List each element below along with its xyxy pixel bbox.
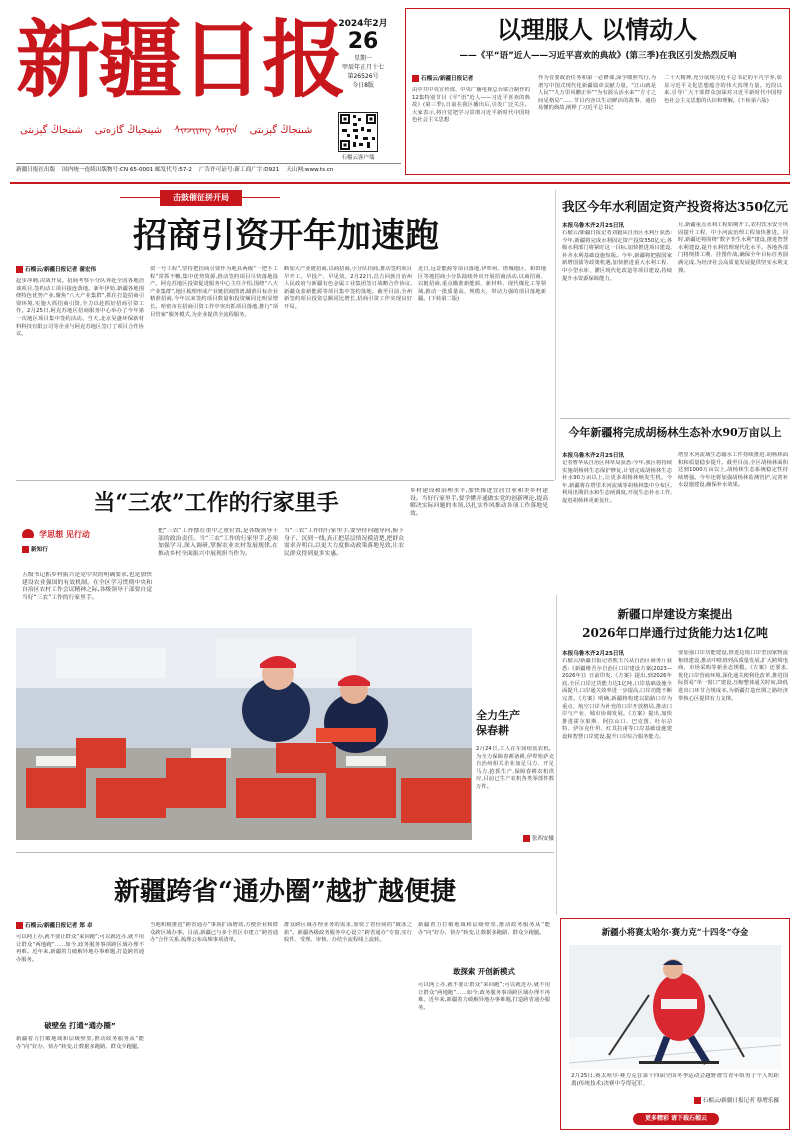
border-byline: 本报乌鲁木齐2月25日讯 (562, 651, 625, 657)
section-divider (16, 852, 554, 853)
poplar-col-2: 塔里木河流域生态输水工作持续推进,胡杨林面积和质量稳步提升。截至目前,全区胡杨林面积达到1000万亩以上,胡杨林生态系统稳定性持续增强。今年还将加强胡杨林监测管护,完善补水设施建设,确保补水效果。 (678, 452, 788, 489)
transport-byline: 石榴云/新疆日报记者 郑 卓 (16, 922, 146, 930)
top-story-subhead: ——《平“语”近人——习近平喜欢的典故》(第三季)在我区引发热烈反响 (459, 51, 737, 61)
transport-col-1b: 新疆着力打破地域和层级壁垒,推动政务服务从“能办”向“好办、快办”转变,让数据多跑路、群众少跑腿。 (16, 1036, 144, 1050)
column-badge-label: 学思想 见行动 (39, 530, 90, 538)
byline-marker-icon (16, 266, 23, 273)
investment-headline: 招商引资开年加速跑 (133, 216, 439, 256)
ski-headline: 新疆小将赛太哈尔·赛力克“十四冬”夺金 (601, 927, 749, 937)
water-headline: 我区今年水利固定资产投资将达350亿元 (561, 199, 789, 214)
date-weekday: 星期一 (353, 55, 372, 62)
masthead-scripts (20, 120, 350, 142)
date-day: 26 (347, 29, 379, 54)
credit-marker-icon (694, 1097, 701, 1104)
top-story-box (405, 8, 790, 175)
top-story-headline: 以理服人 以情动人 (496, 15, 698, 44)
column-badge (22, 524, 117, 538)
investment-col-3: 断加大产业链招商,以商招商,小分队招商,推动签约项目早开工、早投产、早见效。2月22日,昌吉回族自治州人民政府与新疆有色金属工业集团签订战略合作协议,新疆众泰新能源等项目集中签约落地。截至目前,全州新签约项目投资总额同比增长,招商引资工作实现良好开局。 (284, 266, 412, 310)
column-divider (555, 190, 556, 480)
script-uyghur: شىنجاڭ گېزىتى (20, 125, 83, 136)
rural-col-1: 五级书记抓乡村振兴是党中央的明确要求,也是加快建设农业强国的有效机制。在全区学习贯彻中央和自治区农村工作会议精神之际,各级领导干部要自觉当好“三农”工作的行家里手。 (22, 572, 152, 601)
top-story-byline: 石榴云/新疆日报记者 (412, 75, 572, 83)
rural-headline: 当“三农”工作的行家里手 (93, 490, 339, 516)
investment-byline: 石榴云/新疆日报记者 蒲宏伟 (16, 266, 146, 274)
transport-col-4a: 新疆着力打破地域和层级壁垒,推动政务服务从“能办”向“好办、快办”转变,让数据多跑路、群众少跑腿。 (418, 922, 550, 936)
website-line: 天山网:www.ts.cn (286, 167, 334, 173)
script-mongolian: ᠰᠢᠨᠵᠢᠶᠠᠩ ᠰᠣᠨᠢᠨ (174, 125, 238, 136)
publication-info-bar (16, 163, 401, 175)
publisher-line: 新疆日报社出版 (16, 167, 56, 173)
ski-photo (569, 945, 781, 1069)
cn-line: 国内统一连续出版物号:CN 65-0001 邮发代号:57-2 (62, 167, 192, 173)
top-story-col-3: 二十大精神,充分展现习近平总书记的平凡学养,彰显习近平文化思想蕴含的伟大真理力量。近段以来,引导广大干部群众加深对习近平新时代中国特色社会主义思想的认识和理解。(下转第六版) (664, 75, 782, 104)
border-headline: 新疆口岸建设方案提出 (617, 607, 733, 621)
masthead-divider (10, 182, 790, 184)
section-banner (120, 190, 280, 206)
ad-license-line: 广告许可证号:新工商广字:D921 (198, 167, 280, 173)
water-byline: 本报乌鲁木齐2月25日讯 (562, 223, 625, 229)
ski-caption: 2月25日,赛太哈尔·赛力克在第十四届全国冬季运动会越野滑雪青年组男子个人短距离(传统技术)决赛中夺得冠军。 (571, 1073, 779, 1087)
section-divider (560, 418, 790, 419)
issue-number: 第26526号 (347, 73, 379, 80)
byline-marker-icon (412, 75, 419, 82)
poplar-col-1: 记者曹华从自治区林草局获悉:今年,我区将持续实施胡杨林生态保护修复,计划完成胡杨林生态补水90万亩以上,让更多胡杨林焕发生机。今年,新疆将在塔里木河流域等胡杨林集中分布区,利用汛期洪水和生态闸调度,开展生态补水工作,促进胡杨林更新复壮。 (562, 460, 672, 504)
poplar-headline: 今年新疆将完成胡杨林生态补水90万亩以上 (568, 426, 782, 439)
date-block (328, 18, 398, 114)
section-divider (16, 480, 554, 481)
ski-box (560, 918, 790, 1130)
transport-headline: 新疆跨省“通办圈”越扩越便捷 (114, 877, 456, 907)
banner-line-left (120, 197, 160, 198)
column-divider (556, 595, 557, 915)
transport-col-3: 群众跨区域办理业务的需求,加快了省份间的“破冰之旅”。新疆各级政务服务中心设立“跨省通办”专窗,实行收件、受理、审核、办结全流程线上流转。 (284, 922, 412, 944)
qr-caption: 石榴云客户端 (341, 155, 375, 161)
factory-photo (16, 628, 472, 840)
photo-caption-title: 全力生产 保春耕 (476, 709, 520, 737)
poplar-byline: 本报乌鲁木齐2月25日讯 (562, 453, 625, 459)
script-kazakh: شينجياڭ گازەتى (94, 125, 163, 136)
photo-credit: 张西安摄 (476, 834, 554, 842)
top-story-col-1: 由中共中央宣传部、中央广播电视总台联合制作的12集特别节目《平“语”近人——习近平喜欢的典故》(第三季),日前在我区播出后,引发广泛关注。大家表示,将自觉把学习贯彻习近平新时代中国特色社会主义思想 (412, 87, 530, 124)
column-badge-icon (22, 529, 34, 539)
credit-marker-icon (523, 835, 530, 842)
border-col-2: 要加强口岸功能建设,推进边境口岸型国家物流枢纽建设,推动中欧班列高质量发展,扩大跨境电商、市场采购等新业态规模。《方案》还要求,优化口岸营商环境,深化通关便利化改革,推进国际贸易“单一窗口”建设,压缩整体通关时间,降低进出口环节合规成本,为新疆打造丝绸之路经济带核心区提供有力支撑。 (678, 650, 788, 702)
rural-col-4: 乡村建设和治理水平,加快推进宜居宜业和美乡村建设。当好行家里手,要学懂弄通做实党的创新理论,提高解决实际问题的本领,以扎实作风推动各项工作落地见效。 (410, 488, 548, 517)
byline-marker-icon (16, 922, 23, 929)
top-story-col-2: 作为首要政治任务和第一必修课,深学细照笃行,为谱写中国式现代化新疆篇章贡献力量。“江山就是人民”“九万里风鹏正举”“为有源头活水来”“方寸之间见格局”……节目内容以生动鲜活的故事、通俗易懂的典故,阐释了习近平总书记 (538, 75, 656, 112)
transport-subsection-2: 敢探索 开创新模式 (453, 967, 515, 976)
rural-byline: 新知行 (22, 546, 112, 554)
transport-col-2: 当地积极推进“跨省通办”事项扩面增效,方便企业和群众跨区域办事。目前,新疆已与多个省区市建立“跨省通办”合作关系,梳理公布高频事项清单。 (150, 922, 278, 944)
investment-col-1: 起步冲刺,决战开局。招商考察小分队奔赴全国各地洽谈项目,签约动工项目接连落地。新年伊始,新疆各地围绕特色优势产业,聚焦“八大产业集群”,抓住打造招商引资环境,实施大抓招商引资,全力以赴抓好招商引资工作。2月25日,阿克苏地区招商服务中心举办了今年第一次地区项目集中签约活动。当天,北京昊盛环保新材料科技有限公司等企业与阿克苏地区签订了项目合作协议。 (16, 278, 144, 338)
ski-credit: 石榴云/新疆日报记者 蔡增乐摄 (571, 1097, 779, 1106)
transport-subsection-1: 破壁垒 打通“通办圈” (44, 1021, 116, 1030)
banner-line-right (242, 197, 280, 198)
border-col-1: 石榴云/新疆日报记者熊玉兴从自治区商务厅获悉:《新疆维吾尔自治区口岸建设方案(2023—2026年)》日前印发,《方案》提出,到2026年底,全区口岸过货能力达1亿吨,口岸基础设施全面提升,口岸通关效率进一步提高,口岸功能不断完善。《方案》明确,新疆将构建以陆路口岸为重点、航空口岸为补充的口岸开放格局,推动口岸与产业、城市协调发展。《方案》提出,加快推进霍尔果斯、阿拉山口、巴克图、吐尔尕特、伊尔克什坦、红其拉甫等口岸基础设施建设和智慧口岸建设,提升口岸综合服务能力。 (562, 658, 672, 740)
page-count: 今日8版 (352, 82, 374, 89)
date-lunar: 甲辰年正月十七 (341, 64, 384, 71)
rural-col-3: 当“三农”工作的行家里手,要坚持问题导向,俯下身子、沉到一线,真正把基层情况摸清楚,把群众需求弄明白,以更大力度推动政策落地见效,让农民群众得到更多实惠。 (284, 528, 404, 557)
app-promo-tag[interactable] (633, 1113, 719, 1125)
transport-col-1: 可以网上办,就不要让群众“来回跑”;可以就近办,就不用让群众“两地跑”……如今,政务服务事项跨区域办理不再难。近年来,新疆着力破解异地办事难题,打造跨省通办服务。 (16, 934, 144, 963)
water-col-2: 月,新疆重点水利工程如期开工,农村饮水安全巩固提升工程、中小河流治理工程加快推进。同时,新疆还将围绕“数字孪生水利”建设,推进智慧水利建设,提升水利管理现代化水平。各地各部门将倒排工期、挂图作战,确保全年目标任务圆满完成,为经济社会高质量发展提供坚实水利支撑。 (678, 222, 788, 274)
transport-col-4b: 可以网上办,就不要让群众“来回跑”;可以就近办,就不用让群众“两地跑”……如今,政务服务事项跨区域办理不再难。近年来,新疆着力破解异地办事难题,打造跨省通办服务。 (418, 982, 550, 1011)
banner-label: 击鼓催征拼开局 (160, 190, 242, 206)
rural-col-2: 把“三农”工作摆在重中之重位置,是各级领导干部的政治责任。当“三农”工作的行家里手,必须加强学习,深入调研,掌握农业农村发展规律,在推动乡村全面振兴中展现担当作为。 (158, 528, 278, 557)
promo-label: 更多精彩 请下载石榴云 (644, 1115, 708, 1122)
investment-col-2: 资一号工程”,坚持把招商引资作为地县两级“一把手工程”常抓不懈,集中优势资源,推动签约项目尽快落地投产。阿克苏地区投资促进服务中心主任介绍,围绕“八大产业集群”,地区梳理形成产业链招商图谱,瞄准目标企业精准招商,今年以来签约项目数量和投资额同比明显增长。哈密市在招商引资工作中突出抓项目落地,推行“项目管家”服务模式,为企业提供全流程服务。 (150, 266, 278, 318)
masthead-logo: 新疆日报 (16, 10, 345, 109)
script-kyrgyz: شىنجاڭ گېزىتى (249, 125, 313, 136)
byline-marker-icon (22, 546, 29, 553)
water-col-1: 石榴云/新疆日报记者刘毅从自治区水利厅获悉:今年,新疆将完成水利固定资产投资350亿元,各级水利部门将紧盯这一目标,加快推进项目建设,补齐水利基础设施短板。今年,新疆将把握国家新增国债等政策机遇,加快推进重大水利工程、中小型水库、灌区现代化改造等项目建设,持续提升水资源保障能力。 (562, 230, 672, 282)
border-subhead: 2026年口岸通行过货能力达1亿吨 (582, 626, 768, 640)
photo-caption-text: 2月24日,工人在车间组装农机。为全力保障春耕备耕,伊犁哈萨克自治州相关企业加足马力、开足马力,抢抓生产,保障春耕农机供应,目前已生产农机各类零部件数万件。 (476, 746, 554, 790)
photo-caption-block (476, 708, 554, 848)
date-year-month: 2024年2月 (338, 19, 388, 29)
qr-code[interactable] (338, 112, 378, 152)
investment-col-4: 近日,远景能源等项目落地,伊犁州、塔城地区、和田地区等地招商小分队陆续外出开展招商活动,以商招商、以链招商,重点瞄准新能源、新材料、现代煤化工等领域,推动一批质量高、规模大、带动力强的项目落地新疆。(下转第二版) (418, 266, 546, 303)
